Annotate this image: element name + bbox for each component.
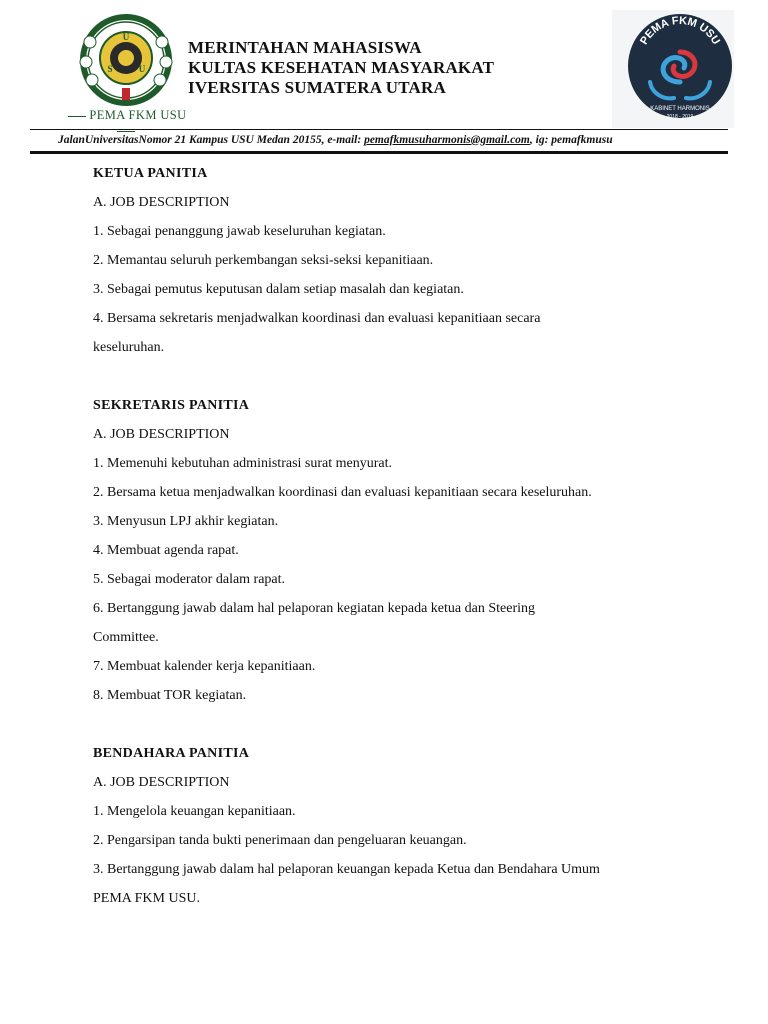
section-spacer: [93, 367, 693, 396]
list-item: 4. Bersama sekretaris menjadwalkan koordinasi dan evaluasi kepanitiaan secara: [93, 311, 541, 326]
document-body: [93, 164, 693, 918]
list-item: 4. Membuat agenda rapat.: [93, 543, 239, 558]
section-spacer: [93, 715, 693, 744]
section-heading: BENDAHARA PANITIA: [93, 746, 250, 761]
section-subheading: A. JOB DESCRIPTION: [93, 427, 230, 442]
pema-fkm-logo-icon: [622, 12, 732, 124]
list-item: 2. Bersama ketua menjadwalkan koordinasi dan evaluasi kepanitiaan secara keseluruhan.: [93, 485, 592, 500]
list-item: 8. Membuat TOR kegiatan.: [93, 688, 247, 703]
list-item: keseluruhan.: [93, 340, 165, 355]
usu-seal-icon: [68, 12, 184, 108]
seal-letter-left: S: [107, 64, 113, 74]
letterhead-rule-bottom: [30, 151, 728, 154]
instagram-text: , ig: pemafkmusu: [529, 134, 613, 146]
section-heading: KETUA PANITIA: [93, 166, 208, 181]
university-logo: [56, 10, 196, 128]
section-heading: SEKRETARIS PANITIA: [93, 398, 250, 413]
seal-letter-right: U: [138, 64, 146, 74]
list-item: 6. Bertanggung jawab dalam hal pelaporan kegiatan kepada ketua dan Steering: [93, 601, 535, 616]
letterhead-rule-top: [30, 129, 728, 130]
letterhead-title-line-2: KULTAS KESEHATAN MASYARAKAT: [188, 58, 495, 77]
list-item: PEMA FKM USU.: [93, 891, 200, 906]
cabinet-logo: [612, 10, 734, 128]
right-logo-subtext: KABINET HARMONIS: [650, 106, 710, 112]
list-item: 1. Mengelola keuangan kepanitiaan.: [93, 804, 296, 819]
list-item: Committee.: [93, 630, 159, 645]
email-link[interactable]: pemafkmusuharmonis@gmail.com: [364, 134, 530, 146]
right-logo-arc-text: PEMA FKM USU: [638, 14, 722, 47]
list-item: 2. Memantau seluruh perkembangan seksi-seksi kepanitiaan.: [93, 253, 434, 268]
list-item: 2. Pengarsipan tanda bukti penerimaan dan pengeluaran keuangan.: [93, 833, 467, 848]
letterhead-title-line-1: MERINTAHAN MAHASISWA: [188, 38, 422, 57]
right-logo-years: 2018 - 2019: [666, 114, 694, 120]
seal-letter-top: U: [122, 32, 130, 42]
section-ketua: [93, 164, 693, 367]
section-subheading: A. JOB DESCRIPTION: [93, 195, 230, 210]
left-logo-caption: PEMA FKM USU: [56, 108, 196, 138]
list-item: 3. Menyusun LPJ akhir kegiatan.: [93, 514, 279, 529]
section-subheading: A. JOB DESCRIPTION: [93, 775, 230, 790]
letterhead-title: [188, 38, 588, 98]
address-text: JalanUniversitasNomor 21 Kampus USU Medan 20155, e-mail:: [58, 134, 365, 146]
list-item: 5. Sebagai moderator dalam rapat.: [93, 572, 286, 587]
list-item: 3. Bertanggung jawab dalam hal pelaporan keuangan kepada Ketua dan Bendahara Umum: [93, 862, 600, 877]
letterhead-title-line-3: IVERSITAS SUMATERA UTARA: [188, 78, 446, 97]
section-sekretaris: [93, 396, 693, 715]
list-item: 3. Sebagai pemutus keputusan dalam setiap masalah dan kegiatan.: [93, 282, 464, 297]
list-item: 1. Sebagai penanggung jawab keseluruhan kegiatan.: [93, 224, 386, 239]
section-bendahara: [93, 744, 693, 918]
list-item: 1. Memenuhi kebutuhan administrasi surat menyurat.: [93, 456, 392, 471]
letterhead-address: [58, 134, 738, 146]
list-item: 7. Membuat kalender kerja kepanitiaan.: [93, 659, 316, 674]
